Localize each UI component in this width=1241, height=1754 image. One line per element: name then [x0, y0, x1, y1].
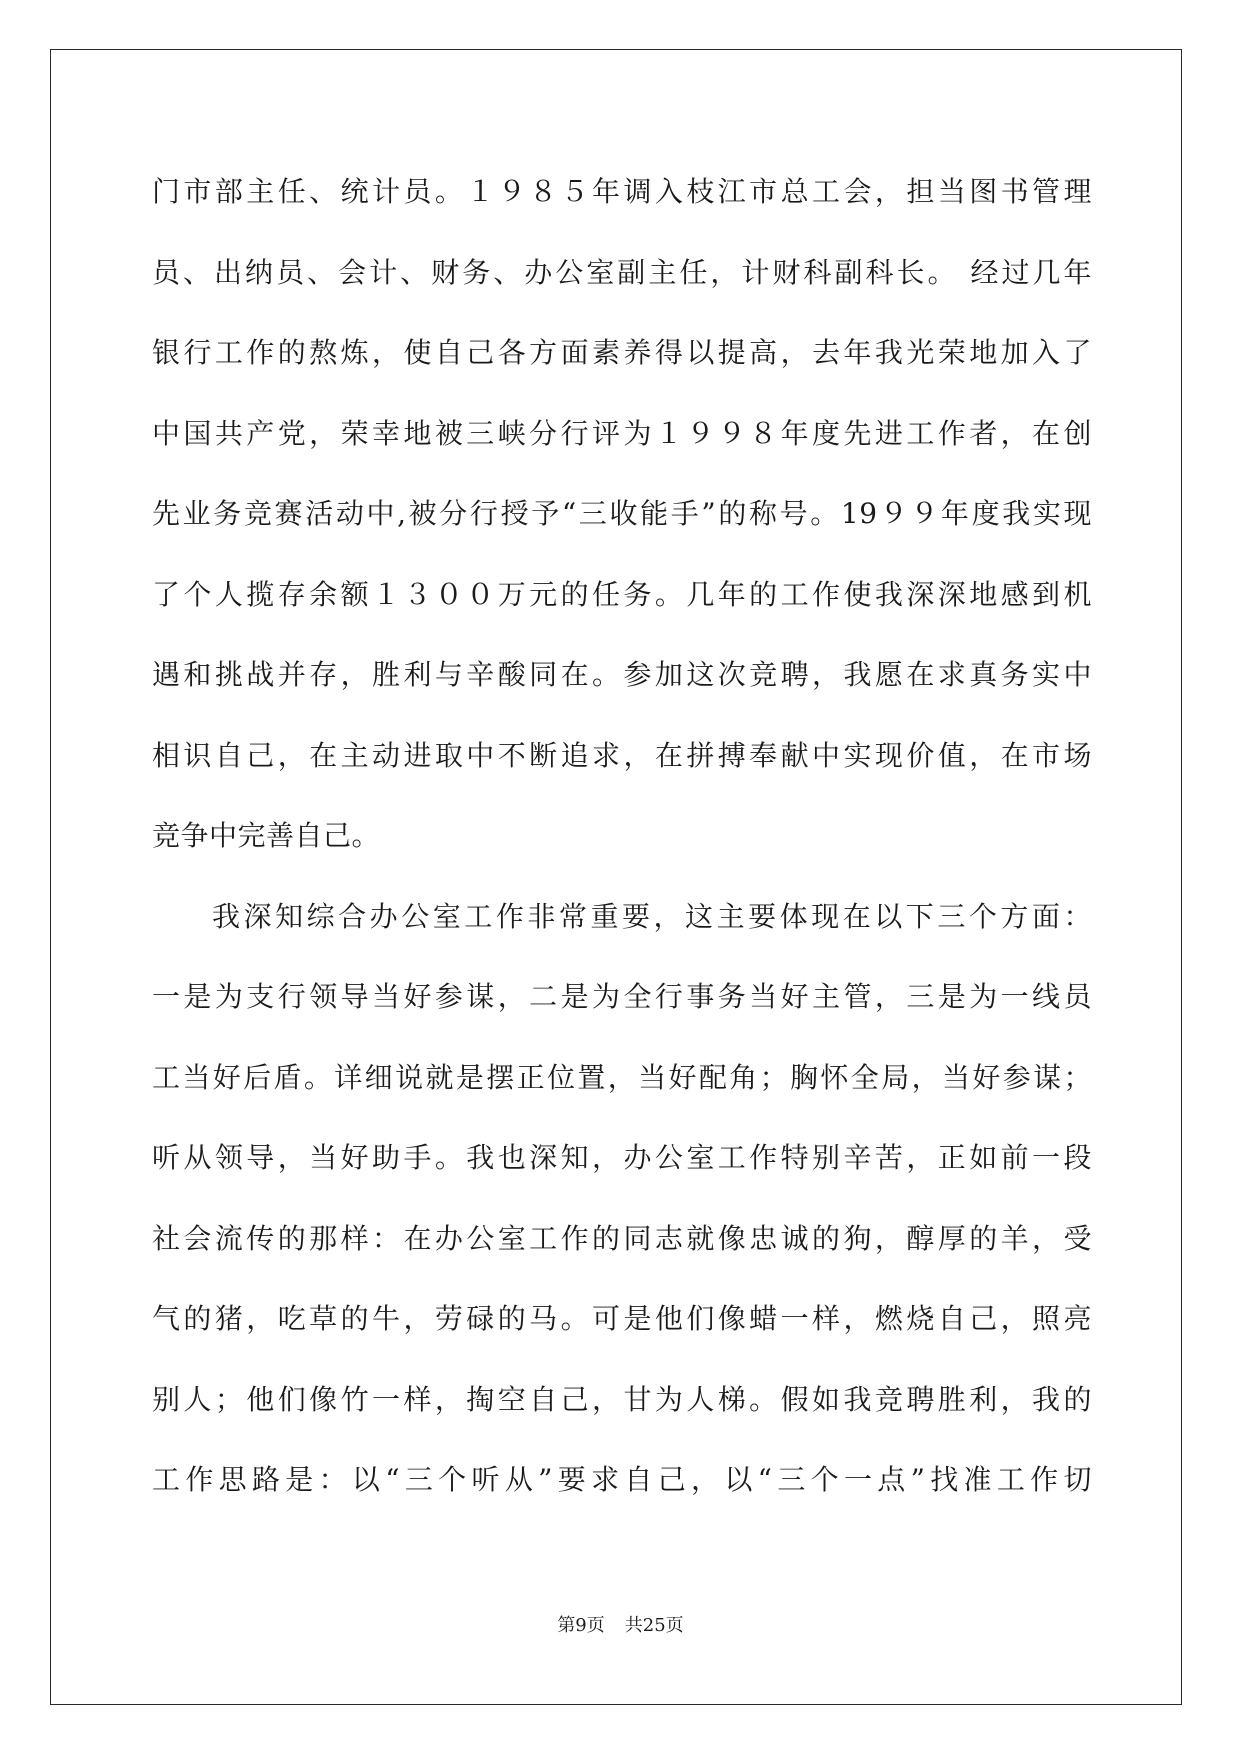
text-line: 员、出纳员、会计、财务、办公室副主任，计财科副科长。 经过几年	[152, 255, 1092, 289]
text-line: 遇和挑战并存，胜利与辛酸同在。参加这次竞聘，我愿在求真务实中	[152, 658, 1092, 691]
page-footer	[0, 1611, 1241, 1637]
text-line: 竞争中完善自己。	[152, 819, 381, 852]
text-line: 先业务竞赛活动中,被分行授予“三收能手”的称号。19９９年度我实现	[152, 497, 1092, 530]
text-line: 门市部主任、统计员。１９８５年调入枝江市总工会，担当图书管理	[152, 175, 1092, 208]
document-body	[152, 152, 1092, 1521]
text-line: 社会流传的那样：在办公室工作的同志就像忠诚的狗，醇厚的羊，受	[152, 1221, 1092, 1255]
text-line: 工作思路是：以“三个听从”要求自己，以“三个一点”找准工作切	[152, 1463, 1092, 1496]
text-line: 中国共产党，荣幸地被三峡分行评为１９９８年度先进工作者，在创	[152, 416, 1092, 450]
text-line: 别人；他们像竹一样，掏空自己，甘为人梯。假如我竞聘胜利，我的	[152, 1382, 1092, 1416]
text-line: 了个人揽存余额１３００万元的任务。几年的工作使我深深地感到机	[152, 577, 1092, 611]
paragraph-start-line: 我深知综合办公室工作非常重要，这主要体现在以下三个方面：	[212, 899, 1092, 933]
text-line: 听从领导，当好助手。我也深知，办公室工作特别辛苦，正如前一段	[152, 1141, 1092, 1174]
text-line: 气的猪，吃草的牛，劳碌的马。可是他们像蜡一样，燃烧自己，照亮	[152, 1302, 1092, 1335]
page-total: 共25页	[624, 1615, 684, 1636]
page-number: 第9页	[557, 1615, 605, 1636]
text-line: 工当好后盾。详细说就是摆正位置，当好配角；胸怀全局，当好参谋；	[152, 1060, 1092, 1094]
text-line: 一是为支行领导当好参谋，二是为全行事务当好主管，三是为一线员	[152, 980, 1092, 1013]
text-line: 银行工作的熬炼，使自己各方面素养得以提高，去年我光荣地加入了	[152, 336, 1092, 369]
text-line: 相识自己，在主动进取中不断追求，在拼搏奉献中实现价值，在市场	[152, 738, 1092, 772]
